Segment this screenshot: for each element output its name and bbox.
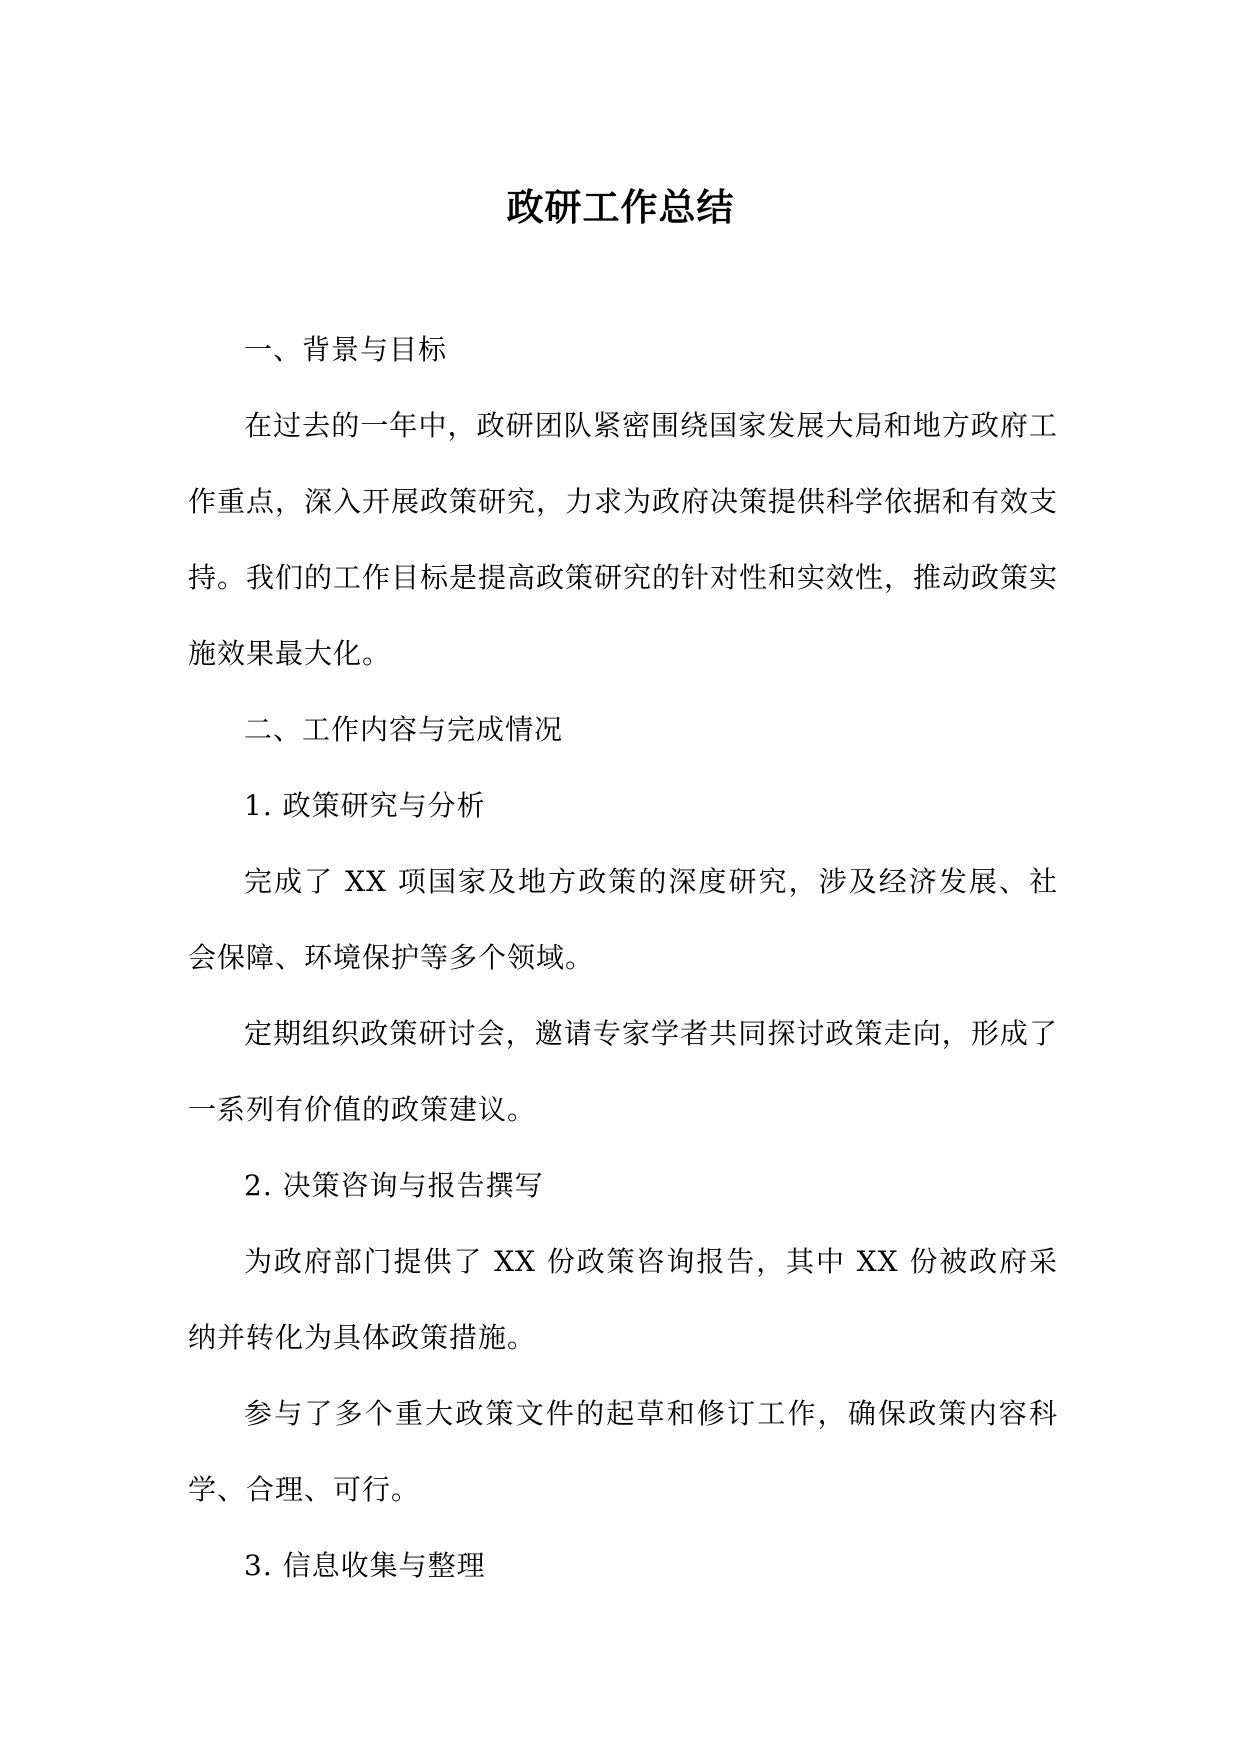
section-heading-work-content: 二、工作内容与完成情况 <box>244 713 564 746</box>
section-heading-background: 一、背景与目标 <box>244 333 448 366</box>
paragraph-decision-consulting-1: 为政府部门提供了 XX 份政策咨询报告，其中 XX 份被政府采纳并转化为具体政策措施。 <box>188 1245 1058 1354</box>
paragraph-background: 在过去的一年中，政研团队紧密围绕国家发展大局和地方政府工作重点，深入开展政策研究，力求为政府决策提供科学依据和有效支持。我们的工作目标是提高政策研究的针对性和实效性，推动政策实施效果最大化。 <box>188 409 1059 670</box>
subheading-decision-consulting: 2. 决策咨询与报告撰写 <box>244 1169 544 1202</box>
subheading-information-collection: 3. 信息收集与整理 <box>244 1549 486 1582</box>
document-title: 政研工作总结 <box>506 185 735 229</box>
paragraph-policy-research-1: 完成了 XX 项国家及地方政策的深度研究，涉及经济发展、社会保障、环境保护等多个领域。 <box>188 865 1058 974</box>
paragraph-decision-consulting-2: 参与了多个重大政策文件的起草和修订工作，确保政策内容科学、合理、可行。 <box>188 1397 1058 1506</box>
paragraph-policy-research-2: 定期组织政策研讨会，邀请专家学者共同探讨政策走向，形成了一系列有价值的政策建议。 <box>188 1017 1058 1126</box>
document-body <box>188 312 1058 1604</box>
subheading-policy-research: 1. 政策研究与分析 <box>244 789 486 822</box>
